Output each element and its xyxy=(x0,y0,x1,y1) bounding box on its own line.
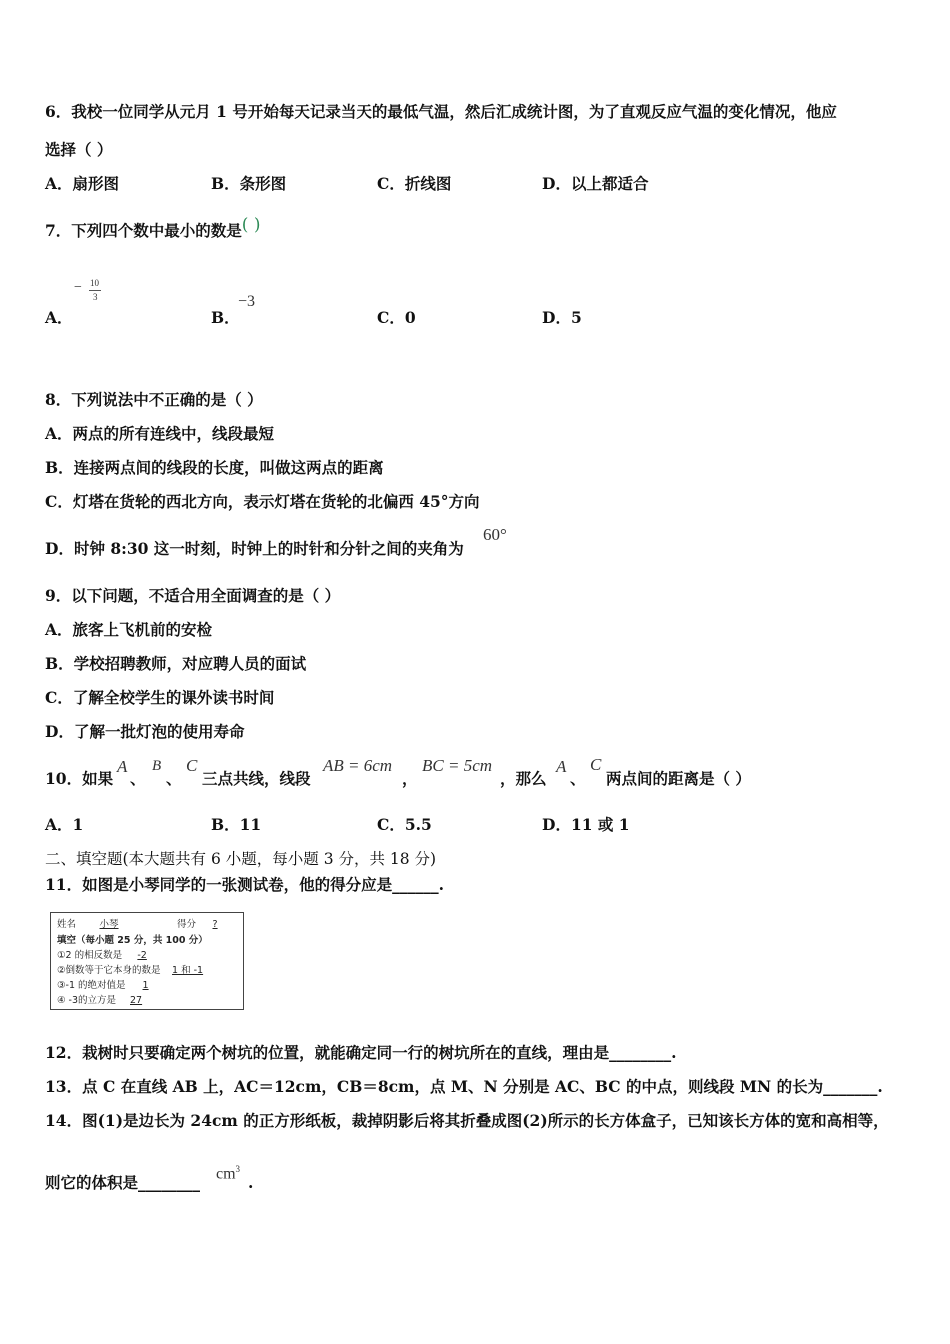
q7-paren: ( ) xyxy=(241,215,261,235)
q10-mid: 三点共线，线段 xyxy=(202,769,311,788)
card-score-value: ? xyxy=(212,919,218,930)
q14-unit xyxy=(216,1164,240,1183)
q10-sep3: 、 xyxy=(570,769,586,788)
card-name-label: 姓名 xyxy=(57,919,77,930)
q8-option-d: D．时钟 8:30 这一时刻，时钟上的时针和分针之间的夹角为 xyxy=(45,539,464,558)
q10-point-a: A xyxy=(117,757,128,776)
q14-line2: 则它的体积是________ xyxy=(45,1173,201,1192)
q10-option-a: A．1 xyxy=(45,815,84,834)
card-row-3-text: ③-1 的绝对值是 xyxy=(57,980,126,991)
q7-option-b-label: B． xyxy=(211,308,240,327)
card-row-1 xyxy=(57,947,159,961)
q10-sep1: 、 xyxy=(130,769,146,788)
q7-option-d: D．5 xyxy=(542,308,582,327)
q8-option-b: B．连接两点间的线段的长度，叫做这两点的距离 xyxy=(45,458,384,477)
q8-option-c: C．灯塔在货轮的西北方向，表示灯塔在货轮的北偏西 45°方向 xyxy=(45,492,480,511)
q14-line1: 14．图(1)是边长为 24cm 的正方形纸板，裁掉阴影后将其折叠成图(2)所示的长方体盒子，已知该长方体的宽和高相等， xyxy=(45,1111,889,1130)
card-row-2-text: ②倒数等于它本身的数是 xyxy=(57,965,161,976)
q11-stem: 11．如图是小琴同学的一张测试卷，他的得分应是______. xyxy=(45,875,444,894)
q14-unit-sup: 3 xyxy=(235,1164,241,1174)
q10-point-b: B xyxy=(152,758,162,774)
card-row-1-text: ①2 的相反数是 xyxy=(57,950,123,961)
q13-stem: 13．点 C 在直线 AB 上，AC＝12cm，CB＝8cm，点 M、N 分别是 AC、BC 的中点，则线段 MN 的长为_______. xyxy=(45,1077,883,1096)
card-score-label: 得分 xyxy=(177,919,197,930)
q7-option-c: C．0 xyxy=(377,308,416,327)
q8-stem: 8．下列说法中不正确的是（ ） xyxy=(45,390,263,409)
q7-a-minus: − xyxy=(74,280,82,295)
q7-a-fraction-bar xyxy=(89,290,101,291)
q8-option-a: A．两点的所有连线中，线段最短 xyxy=(45,424,275,443)
q7-stem xyxy=(45,215,261,241)
q10-point-c: C xyxy=(186,756,198,775)
card-row-4-text: ④ -3的立方是 xyxy=(57,995,117,1006)
q12-stem: 12．栽树时只要确定两个树坑的位置，就能确定同一行的树坑所在的直线，理由是________. xyxy=(45,1043,677,1062)
q9-option-b: B．学校招聘教师，对应聘人员的面试 xyxy=(45,654,307,673)
card-row-4 xyxy=(57,992,153,1006)
q10-then: ，那么 xyxy=(500,769,547,788)
card-row-2-answer: 1 和 -1 xyxy=(172,965,204,976)
q6-option-a: A．扇形图 xyxy=(45,174,120,193)
q7-a-denominator: 3 xyxy=(93,292,98,302)
card-row-1-answer: -2 xyxy=(137,950,147,961)
card-row-2 xyxy=(57,962,212,976)
q10-option-d: D．11 或 1 xyxy=(542,815,630,834)
q6-option-d: D．以上都适合 xyxy=(542,174,649,193)
q10-ab: AB = 6cm xyxy=(323,756,393,775)
card-score-row xyxy=(177,916,231,930)
q6-option-c: C．折线图 xyxy=(377,174,452,193)
card-row-3 xyxy=(57,977,163,991)
q14-unit-text: cm xyxy=(216,1165,236,1183)
q10-sep2: 、 xyxy=(166,769,182,788)
test-paper-figure xyxy=(50,912,244,1010)
q6-line2: 选择（ ） xyxy=(45,140,113,159)
card-name-row xyxy=(57,916,139,930)
section-2-heading: 二、填空题(本大题共有 6 小题，每小题 3 分，共 18 分) xyxy=(45,850,437,868)
q9-option-a: A．旅客上飞机前的安检 xyxy=(45,620,213,639)
q14-end: . xyxy=(248,1173,254,1192)
q7-a-numerator: 10 xyxy=(90,278,99,288)
card-name-value: 小琴 xyxy=(99,919,119,930)
q9-option-c: C．了解全校学生的课外读书时间 xyxy=(45,688,275,707)
q7-stem-text: 7．下列四个数中最小的数是 xyxy=(45,221,242,240)
q10-option-b: B．11 xyxy=(211,815,262,834)
q9-option-d: D．了解一批灯泡的使用寿命 xyxy=(45,722,245,741)
q10-bc: BC = 5cm xyxy=(422,756,493,775)
card-row-3-answer: 1 xyxy=(142,980,149,991)
q10-point-a2: A xyxy=(556,757,567,776)
q8-d-value: 60° xyxy=(483,525,507,544)
q10-comma: ， xyxy=(402,769,418,788)
q10-tail: 两点间的距离是（ ） xyxy=(606,769,751,788)
card-row-4-answer: 27 xyxy=(130,995,143,1006)
q10-point-c2: C xyxy=(590,755,602,774)
q10-prefix: 10．如果 xyxy=(45,769,114,788)
q9-stem: 9．以下问题，不适合用全面调查的是（ ） xyxy=(45,586,341,605)
q6-option-b: B．条形图 xyxy=(211,174,287,193)
q7-b-value: −3 xyxy=(238,293,256,310)
card-title: 填空（每小题 25 分，共 100 分） xyxy=(57,935,208,946)
q7-option-a-label: A． xyxy=(45,308,73,327)
q6-line1: 6．我校一位同学从元月 1 号开始每天记录当天的最低气温，然后汇成统计图，为了直观反应气温的变化情况，他应 xyxy=(45,102,837,121)
q10-option-c: C．5.5 xyxy=(377,815,432,834)
